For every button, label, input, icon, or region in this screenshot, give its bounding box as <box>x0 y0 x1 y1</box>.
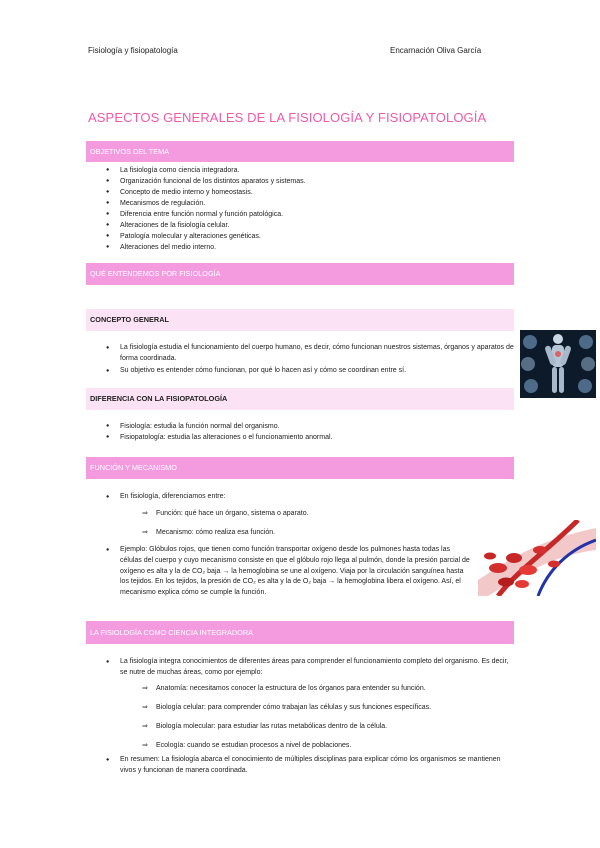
list-item: ● Alteraciones de la fisiología celular. <box>106 220 506 231</box>
bullet-icon: ● <box>106 494 110 500</box>
concepto-item-1: ● La fisiología estudia el funcionamiento del cuerpo humano, es decir, cómo funcionan nuestros sistemas, órganos y aparatos de forma coordinada. <box>106 344 514 362</box>
list-item: ● Organización funcional de los distintos aparatos y sistemas. <box>106 176 506 187</box>
arrow-icon: ⇒ <box>142 685 148 692</box>
subsection-heading-diferencia: DIFERENCIA CON LA FISIOPATOLOGÍA <box>86 388 514 410</box>
arrow-icon: ⇒ <box>142 742 148 749</box>
bullet-icon: ● <box>106 368 110 374</box>
arrow-icon: ⇒ <box>142 529 148 536</box>
bullet-icon: ● <box>106 345 110 351</box>
list-item: ● Fisiopatología: estudia las alteraciones o el funcionamiento anormal. <box>106 432 506 443</box>
integradora-subitem: ⇒ Biología celular: para comprender cómo trabajan las células y sus funciones específicas. <box>142 704 432 711</box>
arrow-icon: ⇒ <box>142 723 148 730</box>
bullet-icon: ● <box>106 547 110 553</box>
list-item: ● Concepto de medio interno y homeostasis. <box>106 187 506 198</box>
arrow-icon: ⇒ <box>142 510 148 517</box>
section-heading-objetivos: OBJETIVOS DEL TEMA <box>86 141 514 162</box>
funcion-intro: ● En fisiología, diferenciamos entre: <box>106 492 466 503</box>
list-item: ● Fisiología: estudia la función normal del organismo. <box>106 421 506 432</box>
section-heading-que-entendemos: QUÉ ENTENDEMOS POR FISIOLOGÍA <box>86 263 514 285</box>
bullet-icon: ● <box>106 659 110 665</box>
concepto-item-2: ● Su objetivo es entender cómo funcionan, por qué lo hacen así y cómo se coordinan entre sí. <box>106 366 516 377</box>
integradora-subitem: ⇒ Anatomía: necesitamos conocer la estructura de los órganos para entender su función. <box>142 685 426 692</box>
section-heading-integradora: LA FISIOLOGÍA COMO CIENCIA INTEGRADORA <box>86 621 514 644</box>
human-body-illustration <box>520 330 596 398</box>
list-item: ● Patología molecular y alteraciones genéticas. <box>106 231 506 242</box>
subsection-heading-concepto: CONCEPTO GENERAL <box>86 309 514 331</box>
list-item: ● Alteraciones del medio interno. <box>106 242 506 253</box>
header-subject: Fisiología y fisiopatología <box>88 46 178 55</box>
funcion-subitem: ⇒ Función: qué hace un órgano, sistema o aparato. <box>142 510 309 517</box>
integradora-summary: ● En resumen: La fisiología abarca el conocimiento de múltiples disciplinas para explicar cómo los organismos se mantienen vivos y funcionan de manera coordinada. <box>106 756 501 774</box>
funcion-example: ● Ejemplo: Glóbulos rojos, que tienen como función transportar oxígeno desde los pulmones hasta todas las células del cuerpo y cuyo mecanismo consiste en que el glóbulo rojo llega al pulmón, donde la presión parcial de oxígeno es alta y la de CO₂ baja → la hemoglobina se une al oxígeno. Viaja por la circulación sanguínea hasta los tejidos. En los tejidos, la presión de CO₂ es alta y la de O₂ baja → la hemoglobina libera el oxígeno. Así, el mecanismo explica cómo se cumple la función. <box>106 546 470 597</box>
list-item: ● Mecanismos de regulación. <box>106 198 506 209</box>
integradora-subitem: ⇒ Ecología: cuando se estudian procesos a nivel de poblaciones. <box>142 742 352 749</box>
list-item: ● Diferencia entre función normal y función patológica. <box>106 209 506 220</box>
blood-cells-illustration <box>478 520 596 596</box>
objetivos-list <box>106 165 506 253</box>
section-heading-funcion: FUNCIÓN Y MECANISMO <box>86 457 514 479</box>
diferencia-list <box>106 421 506 443</box>
bullet-icon: ● <box>106 757 110 763</box>
header-author: Encarnación Oliva García <box>390 46 482 55</box>
integradora-subitem: ⇒ Biología molecular: para estudiar las rutas metabólicas dentro de la célula. <box>142 723 388 730</box>
page-title: ASPECTOS GENERALES DE LA FISIOLOGÍA Y FISIOPATOLOGÍA <box>88 110 487 125</box>
list-item: ● La fisiología como ciencia integradora. <box>106 165 506 176</box>
funcion-subitem: ⇒ Mecanismo: cómo realiza esa función. <box>142 529 276 536</box>
integradora-intro: ● La fisiología integra conocimientos de diferentes áreas para comprender el funcionamiento completo del organismo. Es decir, se nutre de muchas áreas, como por ejemplo: <box>106 658 509 676</box>
arrow-icon: ⇒ <box>142 704 148 711</box>
